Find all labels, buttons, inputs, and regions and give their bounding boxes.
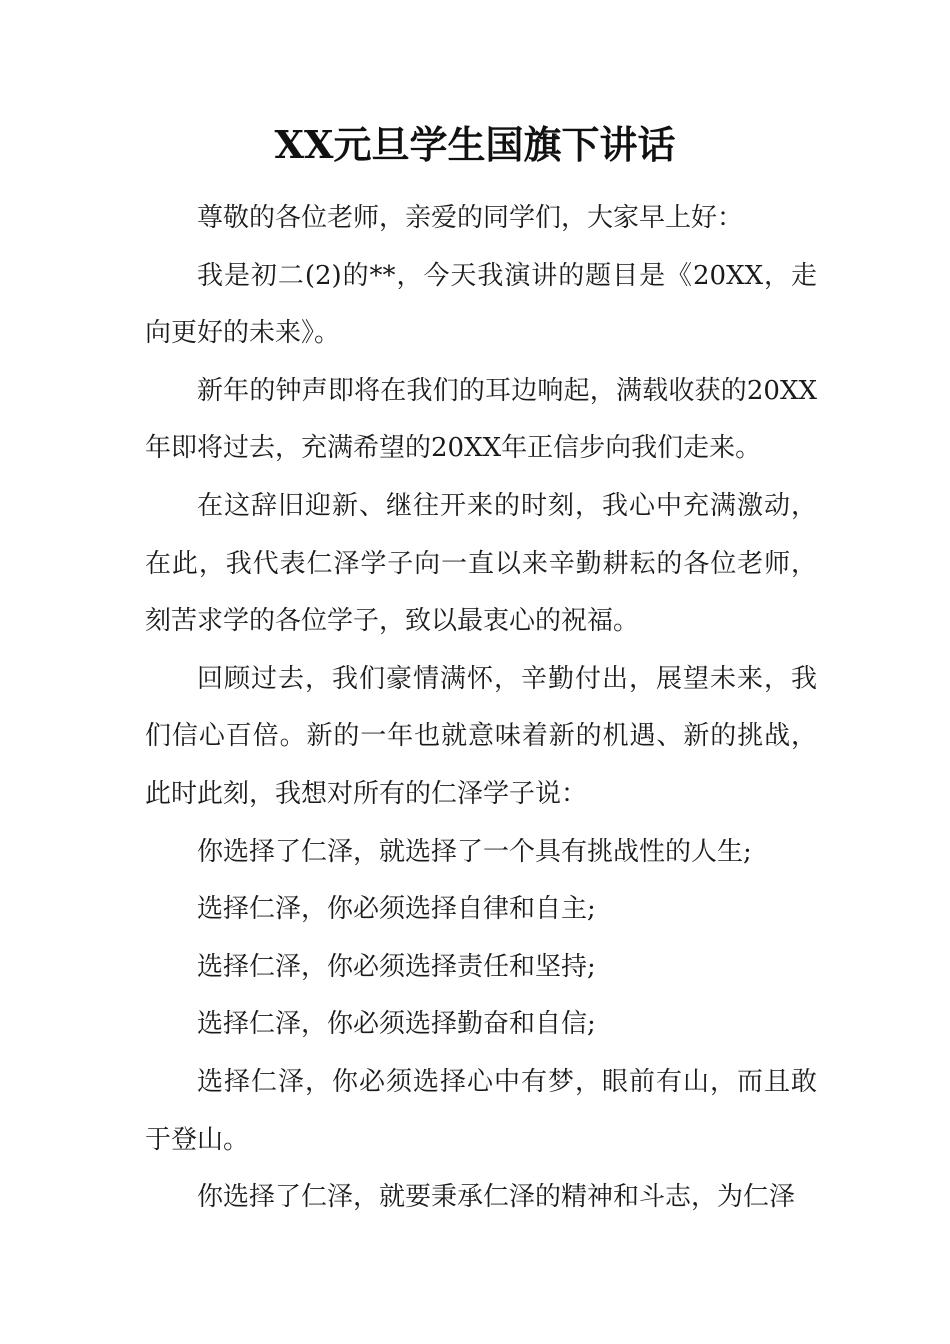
paragraph: 选择仁泽，你必须选择自律和自主; xyxy=(197,894,596,925)
paragraph: 回顾过去，我们豪情满怀，辛勤付出，展望未来，我们信心百倍。新的一年也就意味着新的机遇、新的挑战，此时此刻，我想对所有的仁泽学子说： xyxy=(145,663,817,809)
paragraph: 选择仁泽，你必须选择责任和坚持; xyxy=(197,951,596,982)
document-body xyxy=(145,190,817,1227)
paragraph: 选择仁泽，你必须选择勤奋和自信; xyxy=(197,1009,596,1040)
paragraph: 尊敬的各位老师，亲爱的同学们，大家早上好： xyxy=(197,203,744,233)
paragraph: 你选择了仁泽，就选择了一个具有挑战性的人生; xyxy=(197,836,752,867)
paragraph: 新年的钟声即将在我们的耳边响起，满载收获的20XX年即将过去，充满希望的20XX年正信步向我们走来。 xyxy=(145,375,817,464)
paragraph: 我是初二(2)的**，今天我演讲的题目是《20XX，走向更好的未来》。 xyxy=(145,260,817,349)
paragraph: 你选择了仁泽，就要秉承仁泽的精神和斗志，为仁泽 xyxy=(197,1182,796,1213)
paragraph: 选择仁泽，你必须选择心中有梦，眼前有山，而且敢于登山。 xyxy=(145,1066,817,1155)
document-title: XX元旦学生国旗下讲话 xyxy=(274,122,676,167)
paragraph: 在这辞旧迎新、继往开来的时刻，我心中充满激动，在此，我代表仁泽学子向一直以来辛勤耕耘的各位老师，刻苦求学的各位学子，致以最衷心的祝福。 xyxy=(145,490,817,637)
